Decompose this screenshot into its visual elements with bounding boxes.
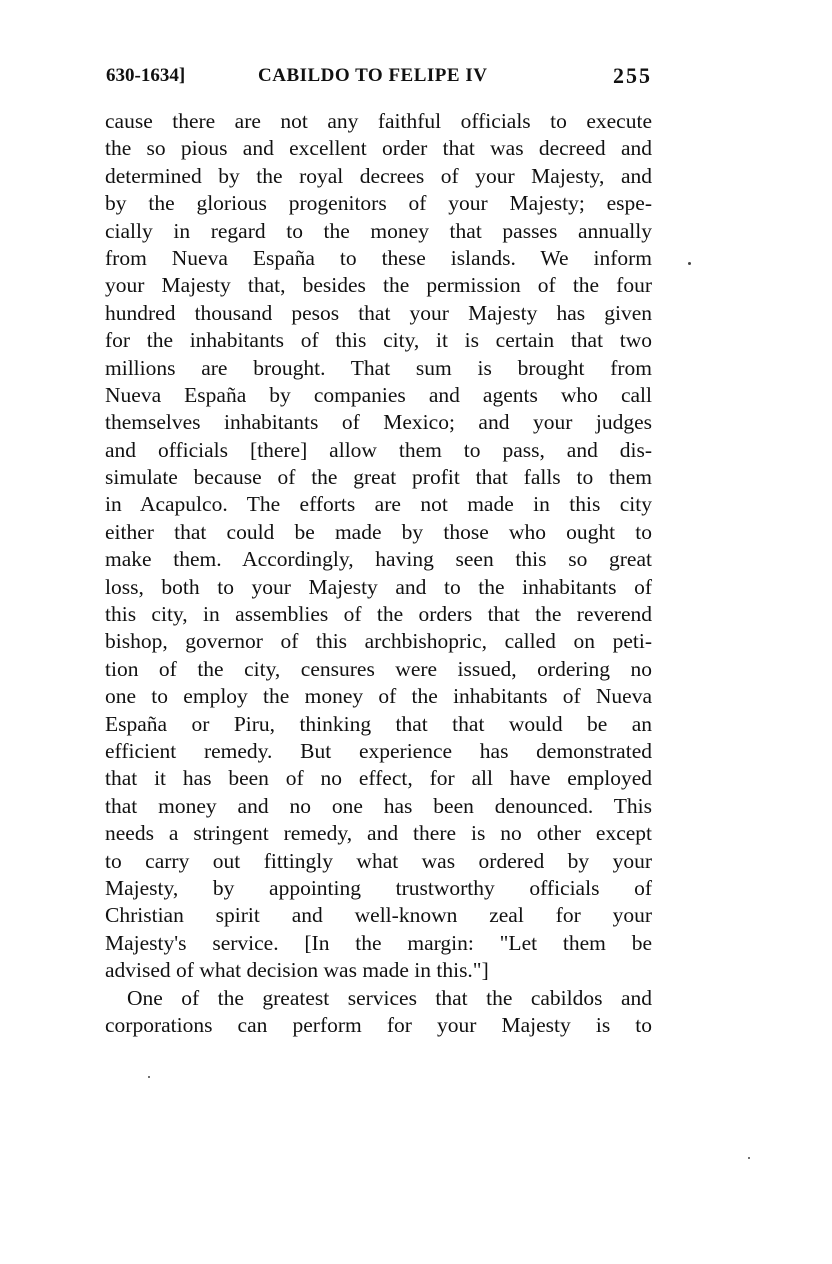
text-line: efficient remedy. But experience has demonstrated (105, 738, 652, 763)
text-line: Majesty's service. [In the margin: "Let them be (105, 930, 652, 955)
text-line: advised of what decision was made in this."] (105, 958, 489, 983)
running-head-title: CABILDO TO FELIPE IV (258, 65, 488, 86)
running-head-date-range: 630-1634] (106, 65, 186, 86)
text-line: either that could be made by those who ought to (105, 519, 652, 544)
body-text (105, 108, 652, 1039)
text-line: cially in regard to the money that passes annually (105, 218, 652, 243)
text-line: cause there are not any faithful officials to execute (105, 109, 652, 133)
scan-speck (148, 1076, 150, 1078)
text-line: make them. Accordingly, having seen this so great (105, 547, 652, 572)
text-line: your Majesty that, besides the permission of the four (105, 273, 652, 298)
text-line: themselves inhabitants of Mexico; and your judges (105, 410, 652, 435)
text-line: Nueva España by companies and agents who call (105, 382, 652, 407)
text-line: for the inhabitants of this city, it is certain that two (105, 328, 652, 353)
text-line: Christian spirit and well-known zeal for your (105, 903, 652, 928)
text-line: and officials [there] allow them to pass, and dis- (105, 437, 652, 462)
text-line: that money and no one has been denounced. This (105, 793, 652, 818)
text-line: the so pious and excellent order that was decreed and (105, 136, 652, 161)
text-line: bishop, governor of this archbishopric, called on peti- (105, 629, 652, 654)
text-line: hundred thousand pesos that your Majesty has given (105, 300, 652, 325)
text-line: needs a stringent remedy, and there is no other except (105, 821, 652, 846)
text-line: España or Piru, thinking that that would be an (105, 711, 652, 736)
text-line: determined by the royal decrees of your Majesty, and (105, 163, 652, 188)
text-line: one to employ the money of the inhabitants of Nueva (105, 684, 652, 709)
running-head (106, 60, 652, 92)
scan-speck (748, 1157, 750, 1159)
text-line-paragraph-start: One of the greatest services that the cabildos and (127, 985, 652, 1010)
text-line: to carry out fittingly what was ordered by your (105, 848, 652, 873)
text-line: this city, in assemblies of the orders that the reverend (105, 602, 652, 627)
page-number: 255 (613, 63, 652, 88)
text-line: that it has been of no effect, for all have employed (105, 766, 652, 791)
scan-speck (688, 262, 691, 265)
text-line: Majesty, by appointing trustworthy officials of (105, 875, 652, 900)
text-line: simulate because of the great profit that falls to them (105, 465, 652, 490)
text-line: in Acapulco. The efforts are not made in this city (105, 492, 652, 517)
text-line: from Nueva España to these islands. We inform (105, 245, 652, 270)
text-line: corporations can perform for your Majesty is to (105, 1012, 652, 1037)
text-line: loss, both to your Majesty and to the inhabitants of (105, 574, 652, 599)
text-line: millions are brought. That sum is brought from (105, 355, 652, 380)
text-line: tion of the city, censures were issued, ordering no (105, 656, 652, 681)
text-line: by the glorious progenitors of your Majesty; espe- (105, 191, 652, 216)
